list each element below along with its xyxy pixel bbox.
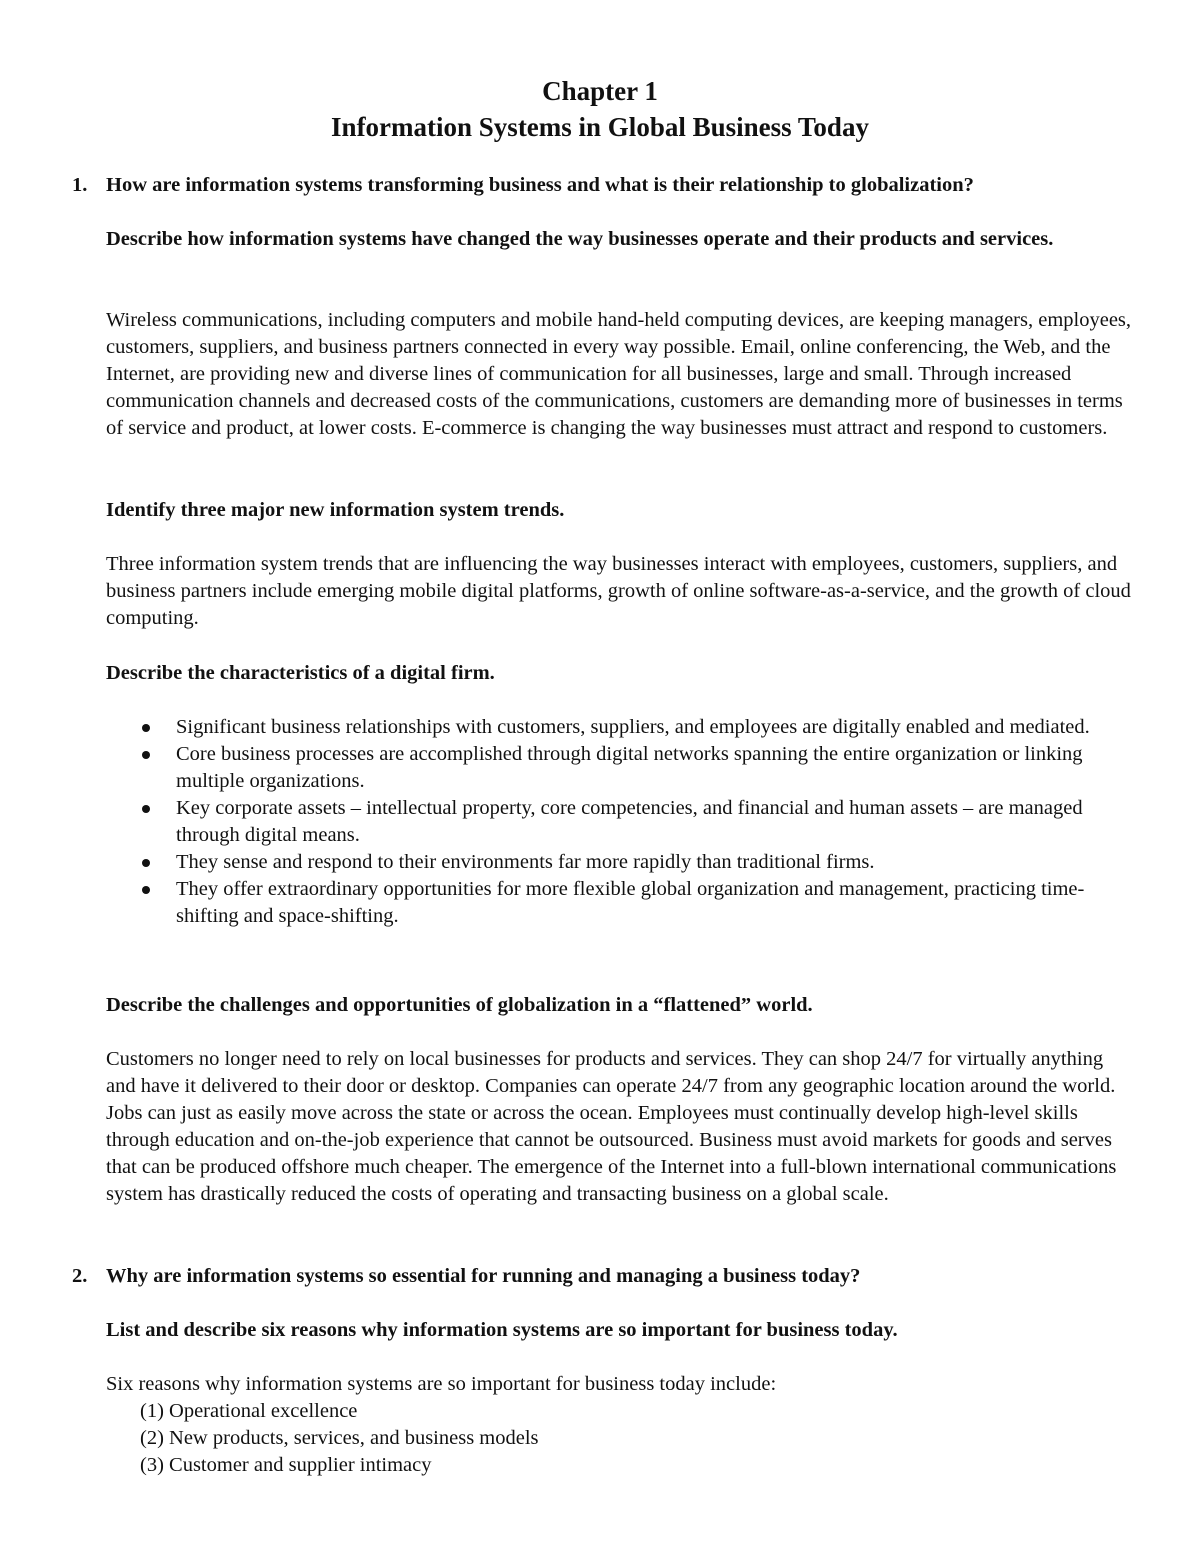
chapter-heading: Chapter 1 [542, 76, 658, 106]
question-1-text: How are information systems transforming business and what is their relationship to globalization? [106, 174, 974, 196]
bullet-icon [142, 751, 150, 759]
six-reasons-list [140, 1398, 539, 1479]
question-1-number: 1. [72, 174, 88, 196]
q1-paragraph-wireless: Wireless communications, including computers and mobile hand-held computing devices, are keeping managers, employees, customers, suppliers, and business partners connected in every way possible. Email, online conferencing, the Web, and the Internet, are providing new and diverse lines of communication for all businesses, large and small. Through increased communication channels and decreased costs of the communications, customers are demanding more of businesses in terms of service and product, at lower costs. E-commerce is changing the way businesses must attract and respond to customers. [106, 309, 1132, 439]
q2-paragraph-intro: Six reasons why information systems are so important for business today include: [106, 1373, 777, 1395]
q1-subheading-globalization: Describe the challenges and opportunities of globalization in a “flattened” world. [106, 994, 813, 1016]
digital-firm-characteristics-list [106, 714, 1136, 930]
list-item: (1) Operational excellence [140, 1400, 358, 1422]
q2-subheading-six-reasons: List and describe six reasons why information systems are so important for business today. [106, 1319, 898, 1341]
list-item: Core business processes are accomplished through digital networks spanning the entire organization or linking multiple organizations. [106, 741, 1136, 795]
list-item: (2) New products, services, and business models [140, 1427, 539, 1449]
bullet-icon [142, 805, 150, 813]
chapter-title: Information Systems in Global Business Today [331, 112, 869, 142]
q1-paragraph-trends: Three information system trends that are influencing the way businesses interact with employees, customers, suppliers, and business partners include emerging mobile digital platforms, growth of online software-as-a-service, and the growth of cloud computing. [106, 553, 1131, 629]
q1-subheading-operations: Describe how information systems have changed the way businesses operate and their products and services. [106, 228, 1054, 250]
bullet-icon [142, 886, 150, 894]
list-item: Key corporate assets – intellectual property, core competencies, and financial and human assets – are managed through digital means. [106, 795, 1136, 849]
q1-paragraph-globalization: Customers no longer need to rely on local businesses for products and services. They can shop 24/7 for virtually anything and have it delivered to their door or desktop. Companies can operate 24/7 from any geographic location around the world. Jobs can just as easily move across the state or across the ocean. Employees must continually develop high-level skills through education and on-the-job experience that cannot be outsourced. Business must avoid markets for goods and serves that can be produced offshore much cheaper. The emergence of the Internet into a full-blown international communications system has drastically reduced the costs of operating and transacting business on a global scale. [106, 1048, 1117, 1205]
bullet-icon [142, 859, 150, 867]
list-item: Significant business relationships with customers, suppliers, and employees are digitally enabled and mediated. [106, 714, 1136, 741]
list-item: They offer extraordinary opportunities for more flexible global organization and management, practicing time-shifting and space-shifting. [106, 876, 1136, 930]
question-2-text: Why are information systems so essential for running and managing a business today? [106, 1265, 861, 1287]
bullet-icon [142, 724, 150, 732]
list-item: They sense and respond to their environments far more rapidly than traditional firms. [106, 849, 1136, 876]
q1-subheading-digital-firm: Describe the characteristics of a digital firm. [106, 662, 495, 684]
question-2-number: 2. [72, 1265, 88, 1287]
q1-subheading-trends: Identify three major new information system trends. [106, 499, 565, 521]
list-item: (3) Customer and supplier intimacy [140, 1454, 432, 1476]
